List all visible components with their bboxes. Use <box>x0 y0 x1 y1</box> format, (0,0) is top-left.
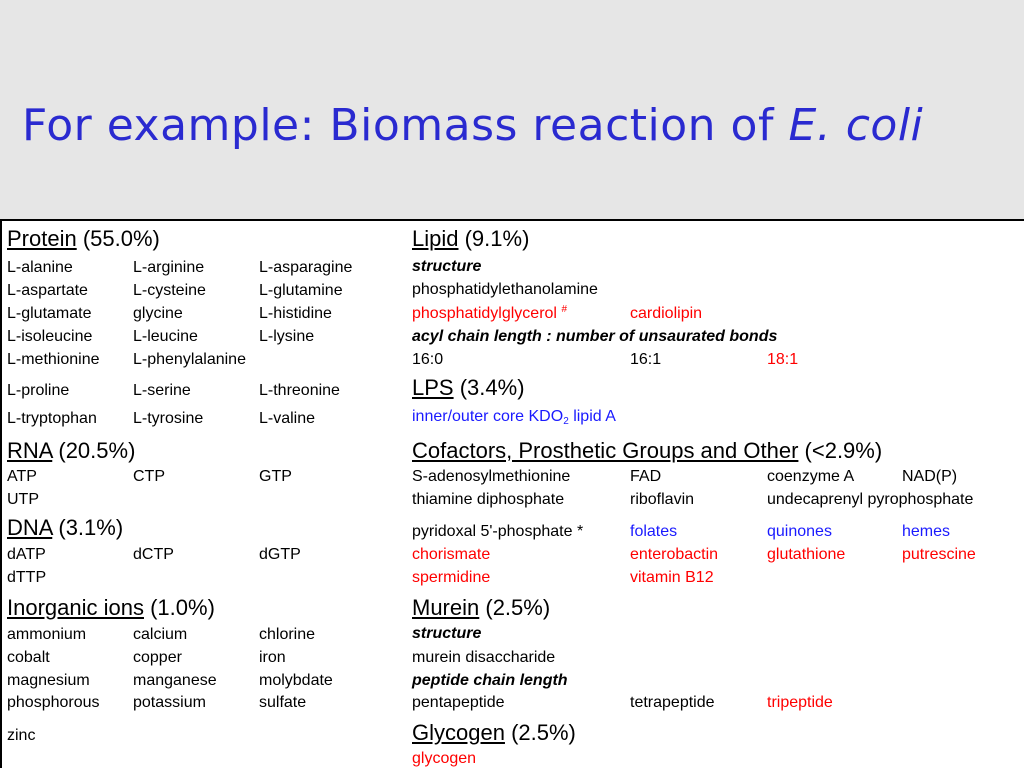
protein-item: L-tryptophan <box>7 410 97 427</box>
rna-name: RNA <box>7 438 53 463</box>
slide-title <box>22 100 923 151</box>
rna-item: GTP <box>259 468 292 485</box>
title-organism: E. coli <box>788 100 924 151</box>
protein-item: glycine <box>133 305 183 322</box>
cofactor-item: chorismate <box>412 546 491 563</box>
lipid-item: phosphatidylglycerol # <box>412 304 567 322</box>
cofactors-name: Cofactors, Prosthetic Groups and Other <box>412 438 799 463</box>
protein-pct: (55.0%) <box>82 226 160 251</box>
cofactor-item: undecaprenyl pyrophosphate <box>767 491 974 508</box>
protein-item: L-cysteine <box>133 282 206 299</box>
rna-item: CTP <box>133 468 165 485</box>
ion-item: sulfate <box>259 694 307 711</box>
murein-pct: (2.5%) <box>485 595 551 620</box>
dna-name: DNA <box>7 515 53 540</box>
ion-item: copper <box>133 649 182 666</box>
cofactor-item: enterobactin <box>630 546 719 563</box>
peptide-item: tetrapeptide <box>630 694 715 711</box>
ion-item: calcium <box>133 626 188 643</box>
peptide-chain-label: peptide chain length <box>412 672 568 689</box>
cofactor-item: coenzyme A <box>767 468 855 485</box>
rna-item: ATP <box>7 468 37 485</box>
protein-item: L-isoleucine <box>7 328 93 345</box>
cofactor-item: riboflavin <box>630 491 695 508</box>
protein-item: L-leucine <box>133 328 198 345</box>
cofactor-item: S-adenosylmethionine <box>412 468 571 485</box>
lipid-name: Lipid <box>412 226 459 251</box>
murein-structure-label: structure <box>412 625 482 642</box>
lps-heading <box>412 376 525 400</box>
cofactor-item: spermidine <box>412 569 491 586</box>
murein-name: Murein <box>412 595 480 620</box>
protein-name: Protein <box>7 226 77 251</box>
glycogen-name: Glycogen <box>412 720 505 745</box>
murein-heading <box>412 596 550 620</box>
cofactor-item: vitamin B12 <box>630 569 714 586</box>
protein-item: L-threonine <box>259 382 340 399</box>
lps-item: inner/outer core $KDO_2$ lipid A <box>412 408 616 427</box>
peptide-item: pentapeptide <box>412 694 505 711</box>
murein-item: murein disaccharide <box>412 649 556 666</box>
acyl-chain-label: acyl chain length : number of unsaurated bonds <box>412 328 778 345</box>
protein-item: L-tyrosine <box>133 410 204 427</box>
cofactor-item: pyridoxal 5'-phosphate * <box>412 523 584 540</box>
lipid-structure-label: structure <box>412 258 482 275</box>
lipid-pct: (9.1%) <box>464 226 530 251</box>
peptide-item: tripeptide <box>767 694 833 711</box>
protein-item: L-phenylalanine <box>133 351 246 368</box>
glycogen-item: glycogen <box>412 750 477 767</box>
lipid-heading <box>412 227 529 251</box>
protein-item: L-proline <box>7 382 70 399</box>
ion-item: potassium <box>133 694 206 711</box>
glycogen-pct: (2.5%) <box>511 720 576 745</box>
ion-item: iron <box>259 649 286 666</box>
lipid-item: phosphatidylethanolamine <box>412 281 598 298</box>
biomass-table <box>0 219 1024 768</box>
dna-heading <box>7 516 123 540</box>
ion-item: zinc <box>7 727 36 744</box>
protein-item: L-histidine <box>259 305 332 322</box>
cofactors-heading <box>412 439 882 463</box>
inorganic-pct: (1.0%) <box>150 595 215 620</box>
protein-item: L-methionine <box>7 351 100 368</box>
protein-heading <box>7 227 160 251</box>
dna-pct: (3.1%) <box>58 515 124 540</box>
cofactor-item: glutathione <box>767 546 846 563</box>
cofactor-item: thiamine diphosphate <box>412 491 565 508</box>
lipid-item: cardiolipin <box>630 305 703 322</box>
dna-item: dTTP <box>7 569 47 586</box>
lps-pct: (3.4%) <box>459 375 525 400</box>
inorganic-heading <box>7 596 215 620</box>
rna-pct: (20.5%) <box>58 438 136 463</box>
protein-item: L-glutamine <box>259 282 343 299</box>
dna-item: dGTP <box>259 546 301 563</box>
ion-item: cobalt <box>7 649 50 666</box>
ion-item: manganese <box>133 672 217 689</box>
ion-item: phosphorous <box>7 694 100 711</box>
protein-item: L-asparagine <box>259 259 353 276</box>
protein-item: L-arginine <box>133 259 205 276</box>
acyl-item: 18:1 <box>767 351 799 368</box>
footnote-mark: # <box>561 304 567 315</box>
ion-item: ammonium <box>7 626 87 643</box>
protein-item: L-lysine <box>259 328 315 345</box>
cofactor-item: folates <box>630 523 678 540</box>
rna-item: UTP <box>7 491 39 508</box>
ion-item: molybdate <box>259 672 333 689</box>
protein-item: L-glutamate <box>7 305 92 322</box>
ion-item: chlorine <box>259 626 316 643</box>
protein-item: L-alanine <box>7 259 73 276</box>
cofactor-item: quinones <box>767 523 832 540</box>
dna-item: dATP <box>7 546 46 563</box>
cofactor-item: putrescine <box>902 546 976 563</box>
acyl-item: 16:0 <box>412 351 444 368</box>
rna-heading <box>7 439 135 463</box>
cofactor-item: FAD <box>630 468 662 485</box>
protein-item: L-valine <box>259 410 316 427</box>
protein-item: L-serine <box>133 382 191 399</box>
cofactors-pct: (<2.9%) <box>804 438 883 463</box>
title-prefix: For example: Biomass reaction of <box>22 100 789 151</box>
cofactor-item: hemes <box>902 523 951 540</box>
acyl-item: 16:1 <box>630 351 662 368</box>
cofactor-item: NAD(P) <box>902 468 958 485</box>
dna-item: dCTP <box>133 546 174 563</box>
ion-item: magnesium <box>7 672 90 689</box>
glycogen-heading <box>412 721 576 745</box>
protein-item: L-aspartate <box>7 282 88 299</box>
inorganic-name: Inorganic ions <box>7 595 144 620</box>
lps-name: LPS <box>412 375 454 400</box>
